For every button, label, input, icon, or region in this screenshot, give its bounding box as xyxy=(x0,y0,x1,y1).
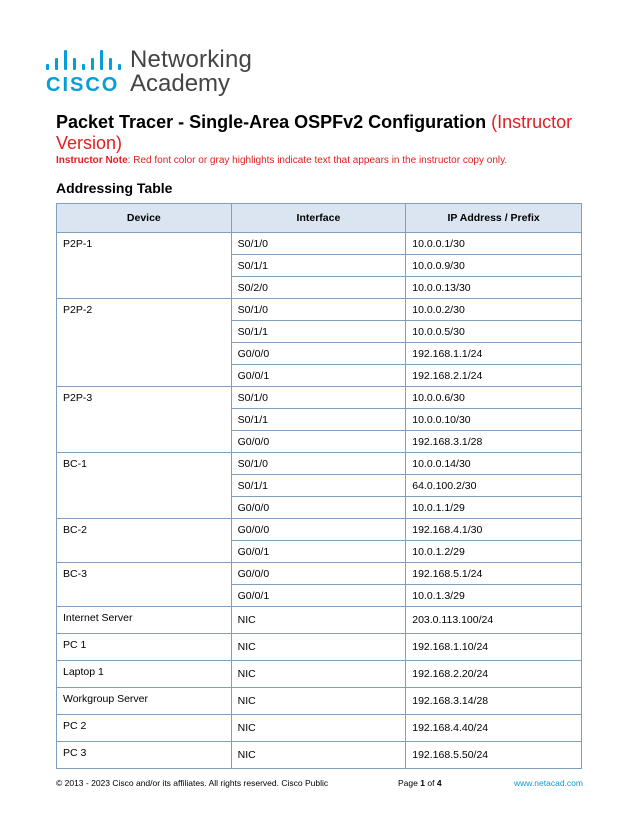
cell-interface: G0/0/0 xyxy=(231,497,406,519)
cell-interface: NIC xyxy=(231,607,406,634)
cell-ip-address: 192.168.5.50/24 xyxy=(406,742,582,769)
table-row xyxy=(57,607,582,634)
cell-interface: S0/1/1 xyxy=(231,475,406,497)
cell-interface: S0/1/1 xyxy=(231,255,406,277)
cell-ip-address: 10.0.0.14/30 xyxy=(406,453,582,475)
cell-ip-address: 10.0.1.1/29 xyxy=(406,497,582,519)
cell-ip-address: 203.0.113.100/24 xyxy=(406,607,582,634)
footer-copyright: © 2013 - 2023 Cisco and/or its affiliates. All rights reserved. Cisco Public xyxy=(56,778,329,788)
cell-interface: G0/0/0 xyxy=(231,343,406,365)
cell-device: BC-3 xyxy=(57,563,232,607)
cell-ip-address: 192.168.1.1/24 xyxy=(406,343,582,365)
footer-site-link[interactable]: www.netacad.com xyxy=(514,778,583,788)
cell-device: P2P-1 xyxy=(57,233,232,299)
cell-ip-address: 192.168.1.10/24 xyxy=(406,634,582,661)
cell-ip-address: 10.0.1.3/29 xyxy=(406,585,582,607)
cell-interface: S0/1/1 xyxy=(231,409,406,431)
cell-ip-address: 192.168.3.14/28 xyxy=(406,688,582,715)
table-row xyxy=(57,233,582,255)
cell-ip-address: 192.168.4.1/30 xyxy=(406,519,582,541)
cell-ip-address: 10.0.0.9/30 xyxy=(406,255,582,277)
instructor-note xyxy=(56,155,507,166)
cell-ip-address: 192.168.2.20/24 xyxy=(406,661,582,688)
table-row xyxy=(57,387,582,409)
cell-ip-address: 10.0.0.10/30 xyxy=(406,409,582,431)
cell-interface: NIC xyxy=(231,688,406,715)
cell-ip-address: 192.168.5.1/24 xyxy=(406,563,582,585)
cell-interface: NIC xyxy=(231,742,406,769)
cell-ip-address: 10.0.0.2/30 xyxy=(406,299,582,321)
cell-interface: S0/1/0 xyxy=(231,299,406,321)
footer-page-number xyxy=(398,778,442,788)
table-row xyxy=(57,634,582,661)
header-ip-address: IP Address / Prefix xyxy=(406,204,582,233)
cell-ip-address: 192.168.4.40/24 xyxy=(406,715,582,742)
cell-device: P2P-2 xyxy=(57,299,232,387)
footer-of-label: of xyxy=(427,778,435,788)
title-main: Packet Tracer - Single-Area OSPFv2 Configuration xyxy=(56,112,487,132)
addressing-table-heading: Addressing Table xyxy=(56,180,173,196)
cell-interface: G0/0/0 xyxy=(231,519,406,541)
cell-device: Internet Server xyxy=(57,607,232,634)
table-row xyxy=(57,715,582,742)
table-row xyxy=(57,688,582,715)
cell-interface: NIC xyxy=(231,634,406,661)
cell-ip-address: 10.0.1.2/29 xyxy=(406,541,582,563)
cell-device: PC 3 xyxy=(57,742,232,769)
cell-device: Laptop 1 xyxy=(57,661,232,688)
header-device: Device xyxy=(57,204,232,233)
table-row xyxy=(57,519,582,541)
cell-interface: NIC xyxy=(231,661,406,688)
cell-interface: S0/2/0 xyxy=(231,277,406,299)
cell-interface: S0/1/0 xyxy=(231,233,406,255)
table-row xyxy=(57,299,582,321)
cell-device: BC-2 xyxy=(57,519,232,563)
cell-ip-address: 10.0.0.1/30 xyxy=(406,233,582,255)
logo-networking-text: Networking xyxy=(130,46,253,73)
table-row xyxy=(57,563,582,585)
cell-device: P2P-3 xyxy=(57,387,232,453)
cell-interface: G0/0/1 xyxy=(231,585,406,607)
footer-page-current: 1 xyxy=(420,778,425,788)
cisco-wordmark: CISCO xyxy=(46,74,120,96)
cell-device: BC-1 xyxy=(57,453,232,519)
cell-ip-address: 10.0.0.6/30 xyxy=(406,387,582,409)
cisco-bars-icon xyxy=(46,48,128,70)
table-header-row xyxy=(57,204,582,233)
table-row xyxy=(57,453,582,475)
cell-interface: S0/1/0 xyxy=(231,453,406,475)
table-body xyxy=(57,233,582,769)
footer-page-total: 4 xyxy=(436,778,442,788)
cell-interface: G0/0/1 xyxy=(231,365,406,387)
cisco-networking-academy-logo xyxy=(44,44,264,96)
cell-ip-address: 192.168.2.1/24 xyxy=(406,365,582,387)
cell-ip-address: 10.0.0.5/30 xyxy=(406,321,582,343)
table-row xyxy=(57,742,582,769)
instructor-note-label: Instructor Note xyxy=(56,155,128,166)
cell-interface: G0/0/0 xyxy=(231,431,406,453)
header-interface: Interface xyxy=(231,204,406,233)
table-row xyxy=(57,661,582,688)
cell-device: Workgroup Server xyxy=(57,688,232,715)
cell-ip-address: 10.0.0.13/30 xyxy=(406,277,582,299)
footer-page-label: Page xyxy=(398,778,418,788)
cell-interface: S0/1/1 xyxy=(231,321,406,343)
cell-ip-address: 192.168.3.1/28 xyxy=(406,431,582,453)
cell-interface: S0/1/0 xyxy=(231,387,406,409)
cell-device: PC 2 xyxy=(57,715,232,742)
cell-ip-address: 64.0.100.2/30 xyxy=(406,475,582,497)
cell-device: PC 1 xyxy=(57,634,232,661)
addressing-table xyxy=(56,203,582,769)
title-instructor-version: (Instructor Version) xyxy=(56,112,573,153)
cell-interface: G0/0/1 xyxy=(231,541,406,563)
cell-interface: G0/0/0 xyxy=(231,563,406,585)
logo-academy-text: Academy xyxy=(130,70,231,97)
cell-interface: NIC xyxy=(231,715,406,742)
instructor-note-text: : Red font color or gray highlights indicate text that appears in the instructor copy only. xyxy=(127,155,508,166)
page-title xyxy=(56,112,576,154)
